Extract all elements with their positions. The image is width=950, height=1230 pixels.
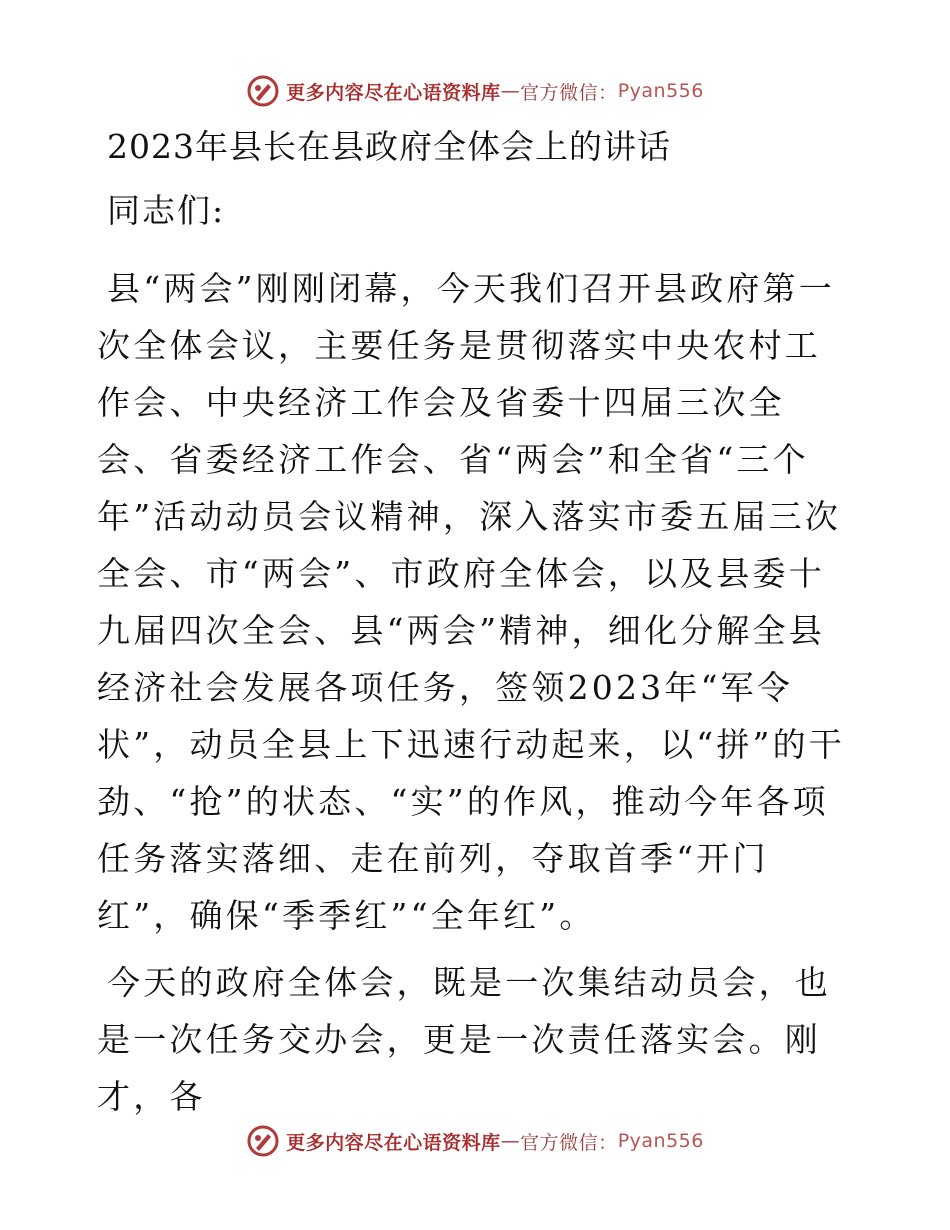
watermark-separator: —	[500, 80, 521, 102]
watermark-official-label: 官方微信：	[520, 81, 618, 104]
paragraph-2: 今天的政府全体会，既是一次集结动员会，也是一次任务交办会，更是一次责任落实会。刚才，各	[97, 963, 831, 1116]
watermark-wechat-id: Pyan556	[617, 1130, 704, 1152]
document-title: 2023年县长在县政府全体会上的讲话	[107, 127, 671, 166]
watermark-footer	[0, 1124, 950, 1158]
watermark-header	[0, 74, 950, 108]
watermark-official-label: 官方微信：	[520, 1131, 618, 1154]
pen-logo-icon	[246, 1124, 280, 1158]
watermark-main-text: 更多内容尽在心语资料库	[286, 1131, 501, 1154]
paragraph-1: 县“两会”刚刚闭幕，今天我们召开县政府第一次全体会议，主要任务是贯彻落实中央农村工作会、中央经济工作会及省委十四届三次全会、省委经济工作会、省“两会”和全省“三个年”活动动员会议精神，深入落实市委五届三次全会、市“两会”、市政府全体会，以及县委十九届四次全会、县“两会”精神，细化分解全县经济社会发展各项任务，签领2023年“军令状”，动员全县上下迅速行动起来，以“拼”的干劲、“抢”的状态、“实”的作风，推动今年各项任务落实落细、走在前列，夺取首季“开门红”，确保“季季红”“全年红”。	[97, 269, 846, 935]
watermark-main-text: 更多内容尽在心语资料库	[286, 81, 501, 104]
pen-logo-icon	[246, 74, 280, 108]
watermark-separator: —	[500, 1130, 521, 1152]
document-body	[97, 124, 857, 1135]
document-greeting: 同志们:	[107, 191, 226, 230]
watermark-wechat-id: Pyan556	[617, 80, 704, 102]
